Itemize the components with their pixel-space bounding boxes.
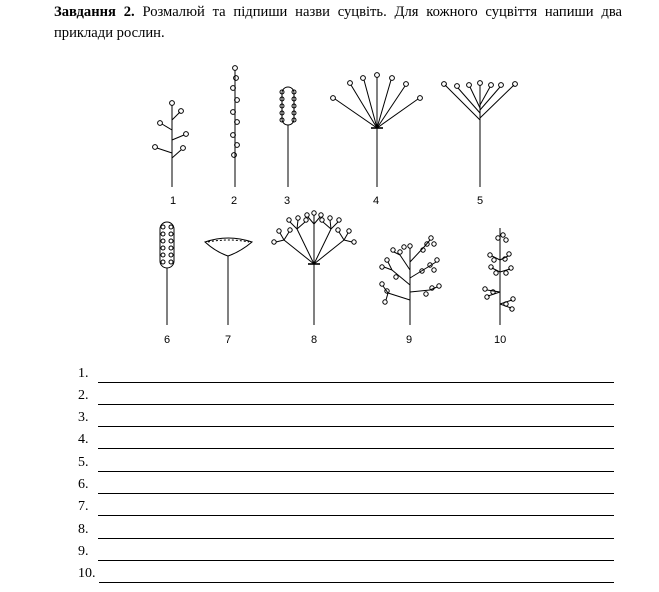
inflorescence-3-spadix <box>280 87 296 187</box>
answer-number: 5. <box>78 455 89 470</box>
answer-number: 7. <box>78 499 89 514</box>
figure-label-10: 10 <box>494 334 507 346</box>
answer-field[interactable] <box>98 560 614 561</box>
answer-line-6 <box>78 477 618 497</box>
answer-field[interactable] <box>98 515 614 516</box>
answer-number: 2. <box>78 388 89 403</box>
answer-line-10 <box>78 566 618 586</box>
inflorescence-5-corymb <box>442 81 518 187</box>
inflorescence-2-spike <box>231 66 240 187</box>
inflorescence-6-catkin <box>160 222 174 325</box>
answer-field[interactable] <box>98 404 614 405</box>
figure-label-7: 7 <box>225 334 232 346</box>
figure-label-4: 4 <box>373 195 380 207</box>
task-title: Завдання 2. <box>54 4 135 20</box>
answer-number: 3. <box>78 410 89 425</box>
inflorescence-8-compound-umbel <box>272 211 356 325</box>
inflorescence-1-raceme <box>153 101 189 187</box>
answer-line-3 <box>78 410 618 430</box>
answer-field[interactable] <box>98 471 614 472</box>
inflorescence-9-panicle <box>380 236 441 325</box>
figure-label-8: 8 <box>311 334 318 346</box>
answer-line-1 <box>78 366 618 386</box>
answer-line-5 <box>78 455 618 475</box>
answer-line-4 <box>78 432 618 452</box>
answer-field[interactable] <box>98 426 614 427</box>
inflorescence-4-umbel <box>331 73 423 187</box>
inflorescence-10-compound-spike <box>483 228 515 325</box>
inflorescence-7-head <box>205 238 252 325</box>
answer-line-7 <box>78 499 618 519</box>
answer-number: 10. <box>78 566 96 581</box>
figure-label-1: 1 <box>170 195 177 207</box>
task-text: Розмалюй та підпиши назви суцвіть. Для кожного суцвіття напиши два приклади рослин. <box>54 4 622 41</box>
answer-line-2 <box>78 388 618 408</box>
answer-field[interactable] <box>98 382 614 383</box>
answer-field[interactable] <box>99 582 614 583</box>
answer-line-8 <box>78 522 618 542</box>
figure-label-6: 6 <box>164 334 171 346</box>
figure-label-9: 9 <box>406 334 413 346</box>
figure-label-5: 5 <box>477 195 484 207</box>
answer-number: 8. <box>78 522 89 537</box>
answer-field[interactable] <box>98 448 614 449</box>
answer-field[interactable] <box>98 493 614 494</box>
answer-number: 9. <box>78 544 89 559</box>
answer-number: 1. <box>78 366 89 381</box>
answer-number: 6. <box>78 477 89 492</box>
answer-number: 4. <box>78 432 89 447</box>
answer-line-9 <box>78 544 618 564</box>
answer-field[interactable] <box>98 538 614 539</box>
figure-label-2: 2 <box>231 195 238 207</box>
figure-label-3: 3 <box>284 195 291 207</box>
